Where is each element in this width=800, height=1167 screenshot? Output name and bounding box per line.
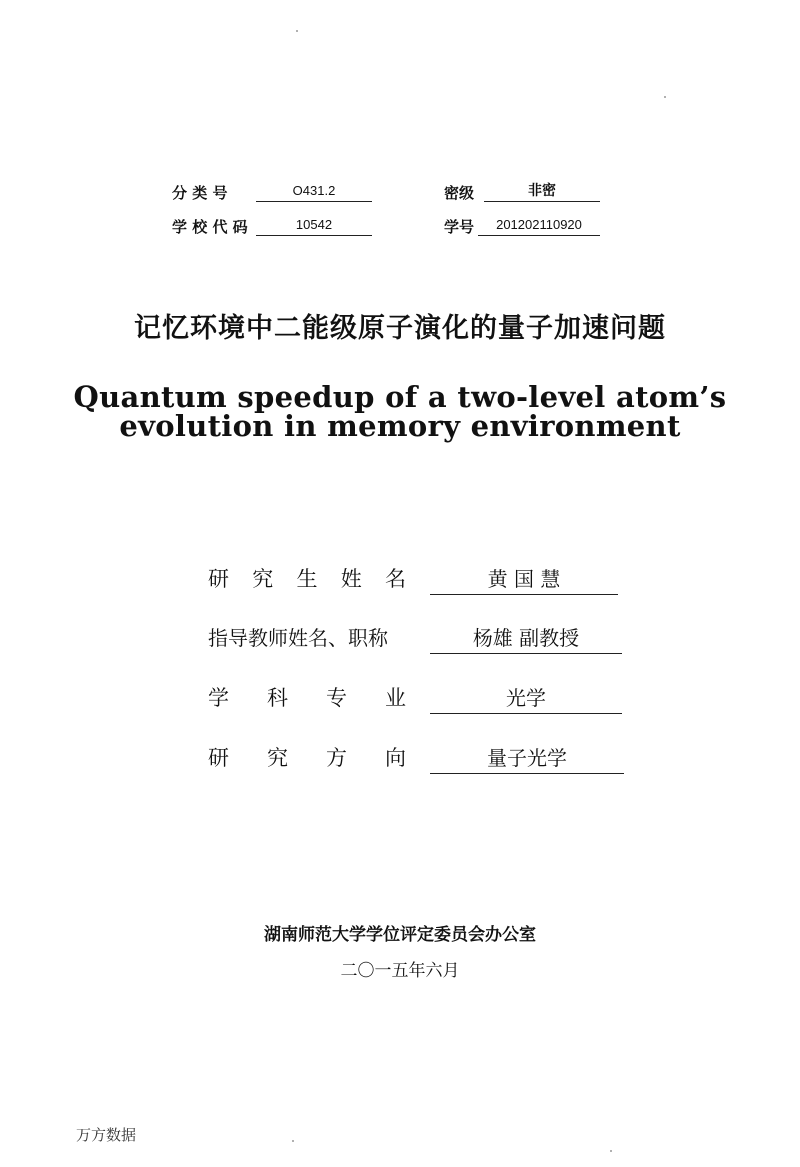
watermark: 万方数据 [76, 1126, 137, 1144]
student-id-label: 学号 [444, 218, 475, 236]
field-value-student-name: 黄 国 慧 [430, 564, 618, 595]
scan-speck [664, 96, 666, 98]
classification-label: 分 类 号 [172, 184, 228, 202]
field-value-research-direction: 量子光学 [430, 743, 624, 774]
label-char: 专 [326, 686, 347, 710]
label-char: 学 [208, 686, 229, 710]
student-id-value: 201202110920 [478, 216, 600, 236]
label-char: 究 [267, 746, 288, 770]
label-char: 生 [296, 567, 318, 591]
issue-date: 二〇一五年六月 [340, 961, 460, 981]
scan-speck [292, 1140, 294, 1142]
label-char: 研 [208, 746, 229, 770]
label-char: 向 [385, 746, 406, 770]
scan-speck [296, 30, 298, 32]
label-char: 姓 [340, 567, 362, 591]
field-value-supervisor: 杨雄 副教授 [430, 623, 622, 654]
field-value-discipline: 光学 [430, 683, 622, 714]
scan-speck [610, 1150, 612, 1152]
label-char: 究 [252, 567, 274, 591]
title-chinese: 记忆环境中二能级原子演化的量子加速问题 [134, 313, 666, 344]
committee-name: 湖南师范大学学位评定委员会办公室 [264, 925, 536, 945]
secrecy-value: 非密 [484, 182, 600, 202]
classification-value: O431.2 [256, 182, 372, 202]
label-char: 业 [385, 686, 406, 710]
field-label-discipline [208, 683, 406, 713]
school-code-label: 学 校 代 码 [172, 218, 248, 236]
label-char: 科 [267, 686, 288, 710]
title-english-line1: Quantum speedup of a two-level atom’s [73, 380, 727, 414]
title-english-line2: evolution in memory environment [119, 409, 681, 443]
label-char: 研 [208, 567, 229, 591]
field-label-student-name [208, 564, 406, 594]
label-char: 方 [326, 746, 347, 770]
field-label-research-direction [208, 743, 406, 773]
label-char: 名 [385, 567, 406, 591]
secrecy-label: 密级 [444, 184, 475, 202]
field-label-supervisor: 指导教师姓名、职称 [208, 626, 388, 650]
school-code-value: 10542 [256, 216, 372, 236]
